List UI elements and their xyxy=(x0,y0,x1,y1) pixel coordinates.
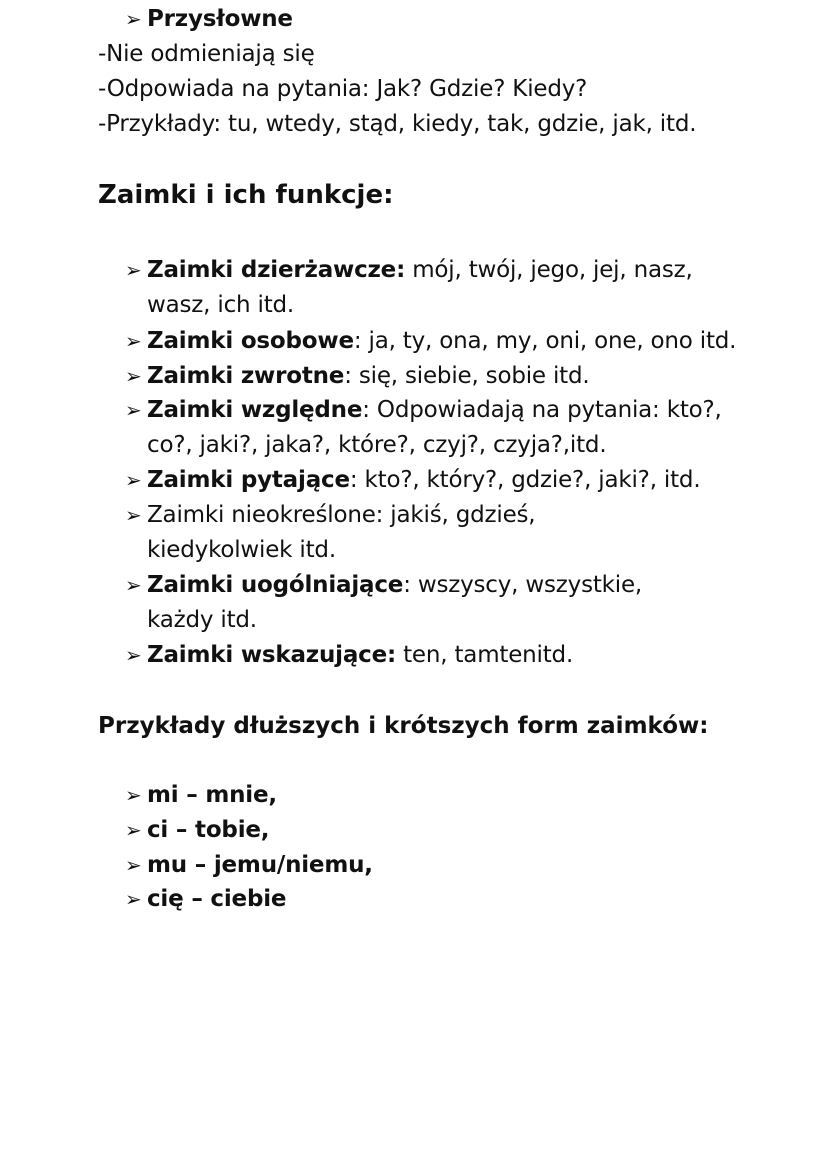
arrowhead-bullet-icon: ➢ xyxy=(125,573,142,597)
pronoun-text: : wszyscy, wszystkie, xyxy=(403,572,643,598)
pronoun-term: Zaimki względne xyxy=(147,397,363,423)
form-text: ci – tobie, xyxy=(147,817,270,843)
arrowhead-bullet-icon: ➢ xyxy=(125,398,142,422)
adverbs-line-1: -Nie odmieniają się xyxy=(98,41,315,67)
adverbs-title: Przysłowne xyxy=(147,6,293,32)
pronoun-item-demonstrative xyxy=(125,638,785,673)
arrowhead-bullet-icon: ➢ xyxy=(125,887,142,911)
pronoun-continuation: co?, jaki?, jaka?, które?, czyj?, czyja?,itd. xyxy=(147,431,607,458)
pronoun-text: : Odpowiadają na pytania: kto?, xyxy=(362,397,722,423)
adverbs-title-line xyxy=(125,2,293,36)
pronoun-item-personal xyxy=(125,324,785,359)
forms-heading: Przykłady dłuższych i krótszych form zaimków: xyxy=(98,713,709,739)
arrowhead-bullet-icon: ➢ xyxy=(125,7,142,31)
pronoun-item-reflexive xyxy=(125,359,785,394)
pronoun-text: Zaimki nieokreślone: jakiś, gdzieś, xyxy=(147,502,536,528)
pronoun-text: : ja, ty, ona, my, oni, one, ono itd. xyxy=(353,328,737,354)
pronouns-heading: Zaimki i ich funkcje: xyxy=(98,180,394,210)
form-item-4 xyxy=(125,882,785,917)
arrowhead-bullet-icon: ➢ xyxy=(125,643,142,667)
pronoun-term: Zaimki zwrotne xyxy=(147,363,345,389)
pronoun-continuation: każdy itd. xyxy=(147,606,257,633)
pronoun-item-generalizing xyxy=(125,568,785,637)
pronoun-text: ten, tamtenitd. xyxy=(396,642,574,668)
pronoun-item-indefinite xyxy=(125,498,785,567)
pronoun-text: mój, twój, jego, jej, nasz, xyxy=(405,257,693,283)
arrowhead-bullet-icon: ➢ xyxy=(125,468,142,492)
pronoun-term: Zaimki uogólniające xyxy=(147,572,404,598)
form-text: cię – ciebie xyxy=(147,886,287,912)
pronoun-term: Zaimki pytające xyxy=(147,467,350,493)
pronoun-term: Zaimki osobowe xyxy=(147,328,354,354)
arrowhead-bullet-icon: ➢ xyxy=(125,853,142,877)
arrowhead-bullet-icon: ➢ xyxy=(125,364,142,388)
pronoun-text: : kto?, który?, gdzie?, jaki?, itd. xyxy=(349,467,701,493)
pronoun-item-possessive xyxy=(125,253,785,322)
pronoun-continuation: wasz, ich itd. xyxy=(147,291,295,318)
adverbs-line-2: -Odpowiada na pytania: Jak? Gdzie? Kiedy? xyxy=(98,76,588,102)
form-text: mi – mnie, xyxy=(147,782,277,808)
arrowhead-bullet-icon: ➢ xyxy=(125,818,142,842)
adverbs-line-3: -Przykłady: tu, wtedy, stąd, kiedy, tak, gdzie, jak, itd. xyxy=(98,111,697,137)
arrowhead-bullet-icon: ➢ xyxy=(125,503,142,527)
pronoun-item-relative xyxy=(125,393,785,462)
pronoun-text: : się, siebie, sobie itd. xyxy=(344,363,590,389)
pronoun-item-interrogative xyxy=(125,463,785,498)
pronoun-term: Zaimki dzierżawcze: xyxy=(147,257,406,283)
arrowhead-bullet-icon: ➢ xyxy=(125,783,142,807)
pronoun-continuation: kiedykolwiek itd. xyxy=(147,536,336,563)
arrowhead-bullet-icon: ➢ xyxy=(125,329,142,353)
arrowhead-bullet-icon: ➢ xyxy=(125,258,142,282)
form-item-2 xyxy=(125,813,785,848)
pronoun-term: Zaimki wskazujące: xyxy=(147,642,396,668)
form-text: mu – jemu/niemu, xyxy=(147,852,373,878)
form-item-3 xyxy=(125,848,785,883)
form-item-1 xyxy=(125,778,785,813)
